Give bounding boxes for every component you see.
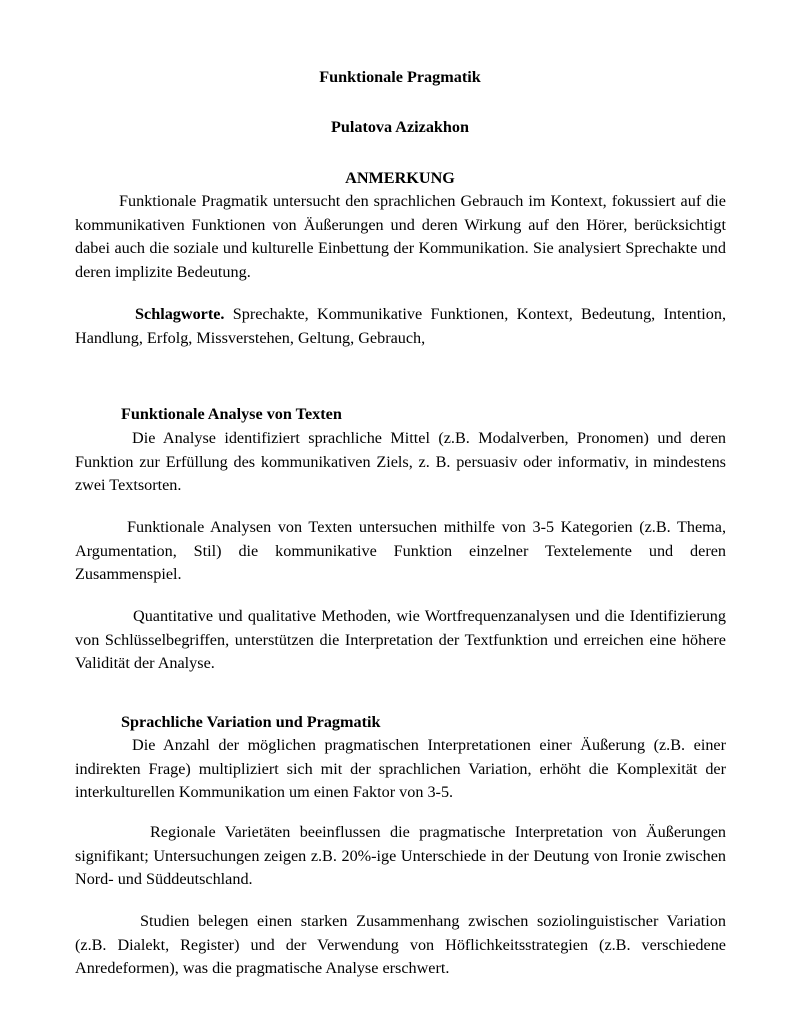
document-title: Funktionale Pragmatik [319, 68, 481, 86]
section2-paragraph-3: Studien belegen einen starken Zusammenhang zwischen soziolinguistischer Variation (z.B. Dialekt, Register) und der Verwendung von Höflichkeitsstrategien (z.B. verschiedene Anredeformen), was die pragmatische Analyse erschwert. [75, 912, 726, 977]
author-name: Pulatova Azizakhon [330, 118, 470, 136]
keywords-label: Schlagworte. [135, 305, 225, 323]
section-heading-text-analysis: Funktionale Analyse von Texten [121, 405, 342, 423]
keywords-paragraph [75, 303, 726, 350]
section-heading-variation: Sprachliche Variation und Pragmatik [121, 713, 381, 731]
section1-paragraph-3: Quantitative und qualitative Methoden, wie Wortfrequenzanalysen und die Identifizierung von Schlüsselbegriffen, unterstützen die Interpretation der Textfunktion und erreichen eine höhere Validität der Analyse. [75, 607, 726, 672]
keywords-text: Sprechakte, Kommunikative Funktionen, Kontext, Bedeutung, Intention, Handlung, Erfolg, Missverstehen, Geltung, Gebrauch, [75, 305, 727, 347]
section2-paragraph-2: Regionale Varietäten beeinflussen die pragmatische Interpretation von Äußerungen signifikant; Untersuchungen zeigen z.B. 20%-ige Unterschiede in der Deutung von Ironie zwischen Nord- und Süddeutschland. [75, 823, 726, 888]
section1-paragraph-2: Funktionale Analysen von Texten untersuchen mithilfe von 3-5 Kategorien (z.B. Thema, Argumentation, Stil) die kommunikative Funktion einzelner Textelemente und deren Zusammenspiel. [75, 518, 726, 583]
abstract-text: Funktionale Pragmatik untersucht den sprachlichen Gebrauch im Kontext, fokussiert auf die kommunikativen Funktionen von Äußerungen und deren Wirkung auf den Hörer, berücksichtigt dabei auch die soziale und kulturelle Einbettung der Kommunikation. Sie analysiert Sprechakte und deren implizite Bedeutung. [75, 192, 726, 281]
abstract-heading: ANMERKUNG [345, 169, 455, 187]
section2-paragraph-1: Die Anzahl der möglichen pragmatischen Interpretationen einer Äußerung (z.B. einer indirekten Frage) multipliziert sich mit der sprachlichen Variation, erhöht die Komplexität der interkulturellen Kommunikation um einen Faktor von 3-5. [75, 736, 726, 801]
section1-paragraph-1: Die Analyse identifiziert sprachliche Mittel (z.B. Modalverben, Pronomen) und deren Funktion zur Erfüllung des kommunikativen Ziels, z. B. persuasiv oder informativ, in mindestens zwei Textsorten. [75, 429, 726, 494]
